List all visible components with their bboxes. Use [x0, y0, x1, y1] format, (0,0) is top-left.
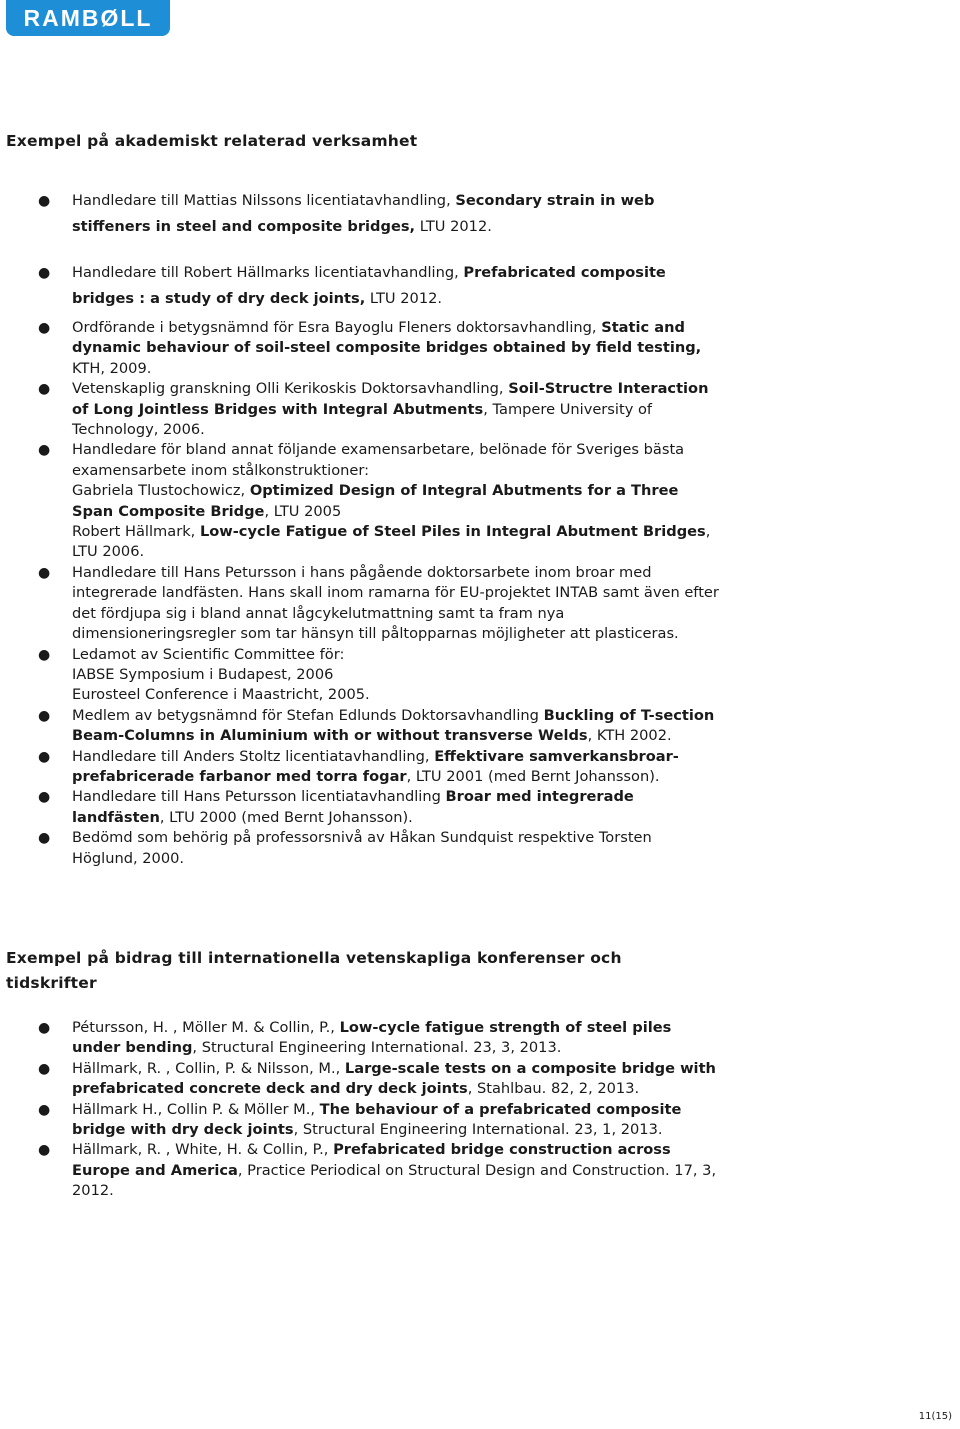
bullet-icon: ● — [38, 707, 51, 724]
bullet-icon: ● — [38, 320, 51, 336]
bullet-icon: ● — [38, 748, 51, 765]
logo-text: RAMBØLL — [23, 4, 153, 31]
list-item: ● Ordförande i betygsnämnd för Esra Bayoglu Fleners doktorsavhandling, Static and dynamic behaviour of soil-steel composite bridges obtained by field testing, KTH, 2009. — [38, 319, 702, 377]
list-item: ● Handledare till Anders Stoltz licentiatavhandling, Effektivare samverkansbroar-prefabricerade farbanor med torra fogar, LTU 2001 (med Bernt Johansson). — [38, 747, 679, 785]
page-number: 11(15) — [918, 1411, 952, 1422]
bullet-icon: ● — [38, 1142, 51, 1159]
list-item: ● Medlem av betygsnämnd för Stefan Edlunds Doktorsavhandling Buckling of T-section Beam-Columns in Aluminium with or without transverse Welds, KTH 2002. — [38, 706, 715, 745]
bullet-icon: ● — [38, 1101, 51, 1118]
list-item: ● Ledamot av Scientific Committee för: IABSE Symposium i Budapest, 2006 Eurosteel Conference i Maastricht, 2005. — [38, 645, 370, 704]
section-heading-publications: Exempel på bidrag till internationella vetenskapliga konferenser och tidskrifter — [6, 949, 622, 992]
bullet-icon: ● — [38, 789, 51, 806]
bullet-icon: ● — [38, 830, 51, 847]
bullet-icon: ● — [38, 1060, 51, 1077]
list-item: ● Hällmark, R. , Collin, P. & Nilsson, M., Large-scale tests on a composite bridge with prefabricated concrete deck and dry deck joints, Stahlbau. 82, 2, 2013. — [38, 1059, 716, 1098]
bullet-icon: ● — [38, 1020, 51, 1036]
list-item: ● Handledare till Hans Petursson i hans pågående doktorsarbete inom broar med integrerade landfästen. Hans skall inom ramarna för EU-projektet INTAB samt även efter det fördjupa sig i bland annat lågcykelutmattning samt ta fram nya dimensioneringsregler som tar hänsyn till påltopparnas möjligheter att plasticeras. — [38, 563, 719, 643]
section-heading-academic: Exempel på akademiskt relaterad verksamhet — [6, 132, 418, 150]
bullet-icon: ● — [38, 265, 51, 281]
publications-list — [0, 1018, 720, 1202]
bullet-icon: ● — [38, 193, 51, 209]
bullet-icon: ● — [38, 442, 51, 459]
bullet-icon: ● — [38, 646, 51, 663]
list-item: ● Bedömd som behörig på professorsnivå av Håkan Sundquist respektive Torsten Höglund, 2000. — [38, 829, 652, 867]
list-item: ● Pétursson, H. , Möller M. & Collin, P., Low-cycle fatigue strength of steel piles under bending, Structural Engineering International. 23, 3, 2013. — [38, 1019, 672, 1057]
list-item: ● Hällmark, R. , White, H. & Collin, P., Prefabricated bridge construction across Europe and America, Practice Periodical on Structural Design and Construction. 17, 3, 2012. — [38, 1141, 717, 1200]
academic-activities-list — [0, 188, 720, 869]
list-item: ● Handledare till Robert Hällmarks licentiatavhandling, Prefabricated composite bridges : a study of dry deck joints, LTU 2012. — [0, 260, 720, 312]
list-item: ● Handledare till Hans Petursson licentiatavhandling Broar med integrerade landfästen, LTU 2000 (med Bernt Johansson). — [38, 788, 634, 826]
list-item: ● Handledare till Mattias Nilssons licentiatavhandling, Secondary strain in web stiffeners in steel and composite bridges, LTU 2012. — [0, 188, 720, 240]
list-item: ● Vetenskaplig granskning Olli Kerikoskis Doktorsavhandling, Soil-Structre Interaction of Long Jointless Bridges with Integral Abutments, Tampere University of Technology, 2006. — [38, 380, 709, 439]
list-item: ● Hällmark H., Collin P. & Möller M., The behaviour of a prefabricated composite bridge with dry deck joints, Structural Engineering International. 23, 1, 2013. — [38, 1100, 682, 1139]
bullet-icon: ● — [38, 564, 51, 581]
bullet-icon: ● — [38, 381, 51, 398]
list-item: ● Handledare för bland annat följande examensarbetare, belönade för Sveriges bästa examensarbete inom stålkonstruktioner: Gabriela Tlustochowicz, Optimized Design of Integral Abutments for a Three Span Composite Bridge, LTU 2005 Robert Hällmark, Low-cycle Fatigue of Steel Piles in Integral Abutment Bridges, LTU 2006. — [38, 441, 711, 561]
ramboll-logo — [6, 0, 170, 36]
